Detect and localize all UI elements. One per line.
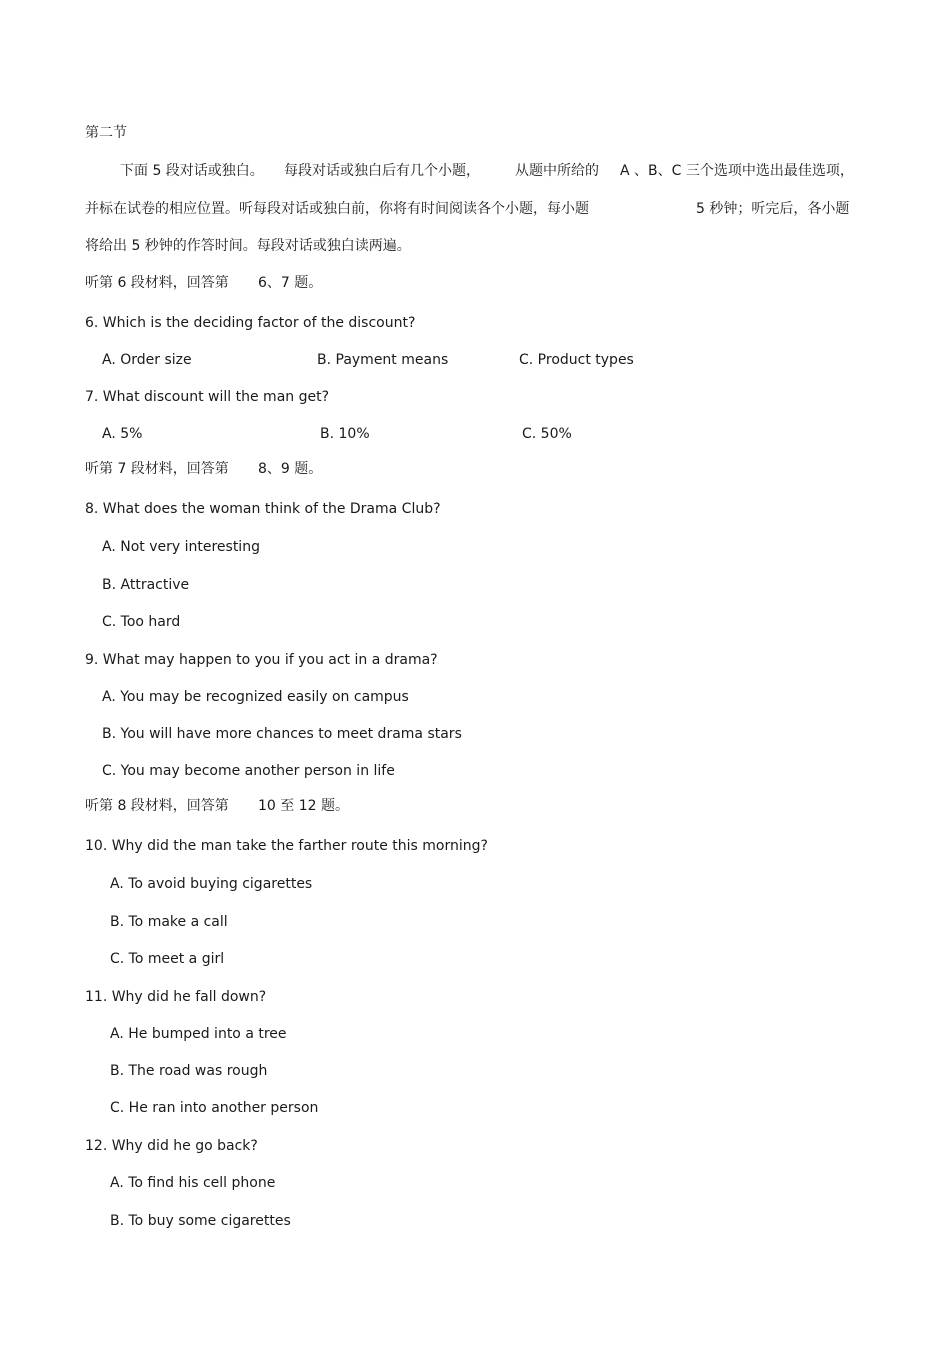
question-text: 7. What discount will the man get?: [85, 389, 330, 405]
option-b[interactable]: B. 10%: [320, 426, 370, 442]
instruction-line1-part1: 下面 5 段对话或独白。: [120, 163, 264, 179]
option-b[interactable]: B. To buy some cigarettes: [110, 1213, 291, 1229]
question-text: 9. What may happen to you if you act in a drama?: [85, 652, 438, 668]
option-a[interactable]: A. He bumped into a tree: [110, 1026, 287, 1042]
question-text: 8. What does the woman think of the Drama Club?: [85, 501, 441, 517]
group-header: 听第 7 段材料，回答第: [85, 461, 229, 477]
group-header: 听第 6 段材料，回答第: [85, 275, 229, 291]
option-a[interactable]: A. Order size: [102, 352, 192, 368]
group-header: 听第 8 段材料，回答第: [85, 798, 229, 814]
option-a[interactable]: A. Not very interesting: [102, 539, 260, 555]
option-a[interactable]: A. To avoid buying cigarettes: [110, 876, 313, 892]
option-c[interactable]: C. To meet a girl: [110, 951, 225, 967]
option-b[interactable]: B. The road was rough: [110, 1063, 268, 1079]
section-title: 第二节: [85, 125, 127, 141]
instruction-line1-part3: 从题中所给的: [515, 163, 599, 179]
question-text: 10. Why did the man take the farther route this morning?: [85, 838, 488, 854]
instruction-line1-part2: 每段对话或独白后有几个小题，: [284, 163, 480, 179]
option-a[interactable]: A. You may be recognized easily on campus: [102, 689, 409, 705]
group-header-range: 8、9 题。: [258, 461, 323, 477]
option-a[interactable]: A. To find his cell phone: [110, 1175, 276, 1191]
option-c[interactable]: C. 50%: [522, 426, 572, 442]
question-text: 12. Why did he go back?: [85, 1138, 258, 1154]
option-c[interactable]: C. He ran into another person: [110, 1100, 319, 1116]
instruction-line2-part2: 5 秒钟；听完后，各小题: [696, 201, 850, 217]
question-text: 11. Why did he fall down?: [85, 989, 267, 1005]
option-c[interactable]: C. Product types: [519, 352, 634, 368]
option-b[interactable]: B. To make a call: [110, 914, 228, 930]
instruction-line2-part1: 并标在试卷的相应位置。听每段对话或独白前，你将有时间阅读各个小题，每小题: [85, 201, 589, 217]
option-b[interactable]: B. You will have more chances to meet drama stars: [102, 726, 462, 742]
option-a[interactable]: A. 5%: [102, 426, 143, 442]
instruction-line3: 将给出 5 秒钟的作答时间。每段对话或独白读两遍。: [85, 238, 411, 254]
instruction-line1-part4: A 、B、C 三个选项中选出最佳选项，: [620, 163, 854, 179]
option-b[interactable]: B. Payment means: [317, 352, 449, 368]
option-b[interactable]: B. Attractive: [102, 577, 190, 593]
option-c[interactable]: C. You may become another person in life: [102, 763, 395, 779]
option-c[interactable]: C. Too hard: [102, 614, 181, 630]
group-header-range: 10 至 12 题。: [258, 798, 349, 814]
question-text: 6. Which is the deciding factor of the discount?: [85, 315, 416, 331]
group-header-range: 6、7 题。: [258, 275, 323, 291]
